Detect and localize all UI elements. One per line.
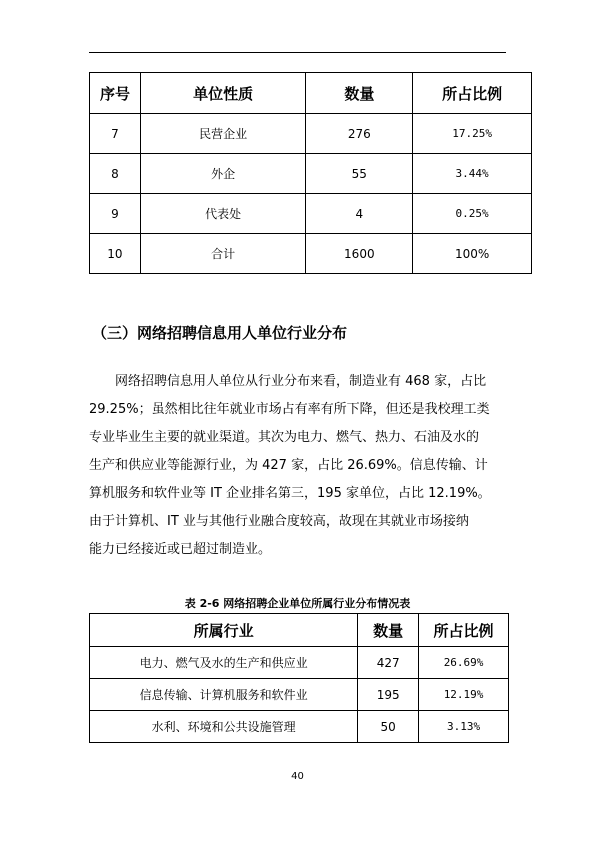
header-cell-unit-type: 单位性质	[140, 73, 306, 114]
cell-industry: 信息传输、计算机服务和软件业	[90, 679, 358, 711]
header-cell-count: 数量	[358, 614, 419, 647]
header-cell-ratio: 所占比例	[419, 614, 509, 647]
cell-unit-type: 合计	[140, 234, 306, 274]
cell-count: 4	[306, 194, 413, 234]
cell-unit-type: 代表处	[140, 194, 306, 234]
header-cell-ratio: 所占比例	[413, 73, 532, 114]
cell-count: 55	[306, 154, 413, 194]
table-row	[90, 114, 532, 154]
table-caption: 表 2-6 网络招聘企业单位所属行业分布情况表	[184, 597, 411, 610]
paragraph-line: 网络招聘信息用人单位从行业分布来看，制造业有 468 家，占比	[115, 374, 487, 389]
paragraph-line: 生产和供应业等能源行业，为 427 家，占比 26.69%。信息传输、计	[89, 458, 488, 473]
table-row	[90, 154, 532, 194]
cell-count: 50	[358, 711, 419, 743]
header-rule	[89, 52, 506, 53]
unit-type-table	[89, 72, 532, 274]
header-cell-no: 序号	[90, 73, 141, 114]
paragraph-line: 29.25%；虽然相比往年就业市场占有率有所下降，但还是我校理工类	[89, 402, 490, 417]
paragraph-line: 能力已经接近或已超过制造业。	[89, 542, 272, 557]
cell-ratio: 17.25%	[413, 114, 532, 154]
paragraph-line: 由于计算机、IT 业与其他行业融合度较高，故现在其就业市场接纳	[89, 514, 469, 529]
header-cell-industry: 所属行业	[90, 614, 358, 647]
page-number: 40	[291, 771, 304, 782]
cell-ratio: 26.69%	[419, 647, 509, 679]
industry-table	[89, 613, 509, 743]
paragraph-line: 算机服务和软件业等 IT 企业排名第三，195 家单位，占比 12.19%。	[89, 486, 491, 501]
cell-no: 9	[90, 194, 141, 234]
cell-ratio: 0.25%	[413, 194, 532, 234]
table-header-row	[90, 614, 509, 647]
table-row	[90, 647, 509, 679]
header-cell-count: 数量	[306, 73, 413, 114]
cell-count: 1600	[306, 234, 413, 274]
body-paragraph	[89, 368, 509, 564]
cell-ratio: 3.44%	[413, 154, 532, 194]
cell-unit-type: 外企	[140, 154, 306, 194]
cell-industry: 水利、环境和公共设施管理	[90, 711, 358, 743]
table-row	[90, 679, 509, 711]
table-row	[90, 711, 509, 743]
cell-count: 195	[358, 679, 419, 711]
table-row-total	[90, 234, 532, 274]
cell-ratio: 100%	[413, 234, 532, 274]
cell-no: 10	[90, 234, 141, 274]
cell-count: 276	[306, 114, 413, 154]
cell-ratio: 12.19%	[419, 679, 509, 711]
table-row	[90, 194, 532, 234]
paragraph-line: 专业毕业生主要的就业渠道。其次为电力、燃气、热力、石油及水的	[89, 430, 480, 445]
cell-unit-type: 民营企业	[140, 114, 306, 154]
cell-ratio: 3.13%	[419, 711, 509, 743]
section-heading: （三）网络招聘信息用人单位行业分布	[92, 324, 348, 342]
cell-no: 7	[90, 114, 141, 154]
cell-count: 427	[358, 647, 419, 679]
cell-no: 8	[90, 154, 141, 194]
cell-industry: 电力、燃气及水的生产和供应业	[90, 647, 358, 679]
table-header-row	[90, 73, 532, 114]
